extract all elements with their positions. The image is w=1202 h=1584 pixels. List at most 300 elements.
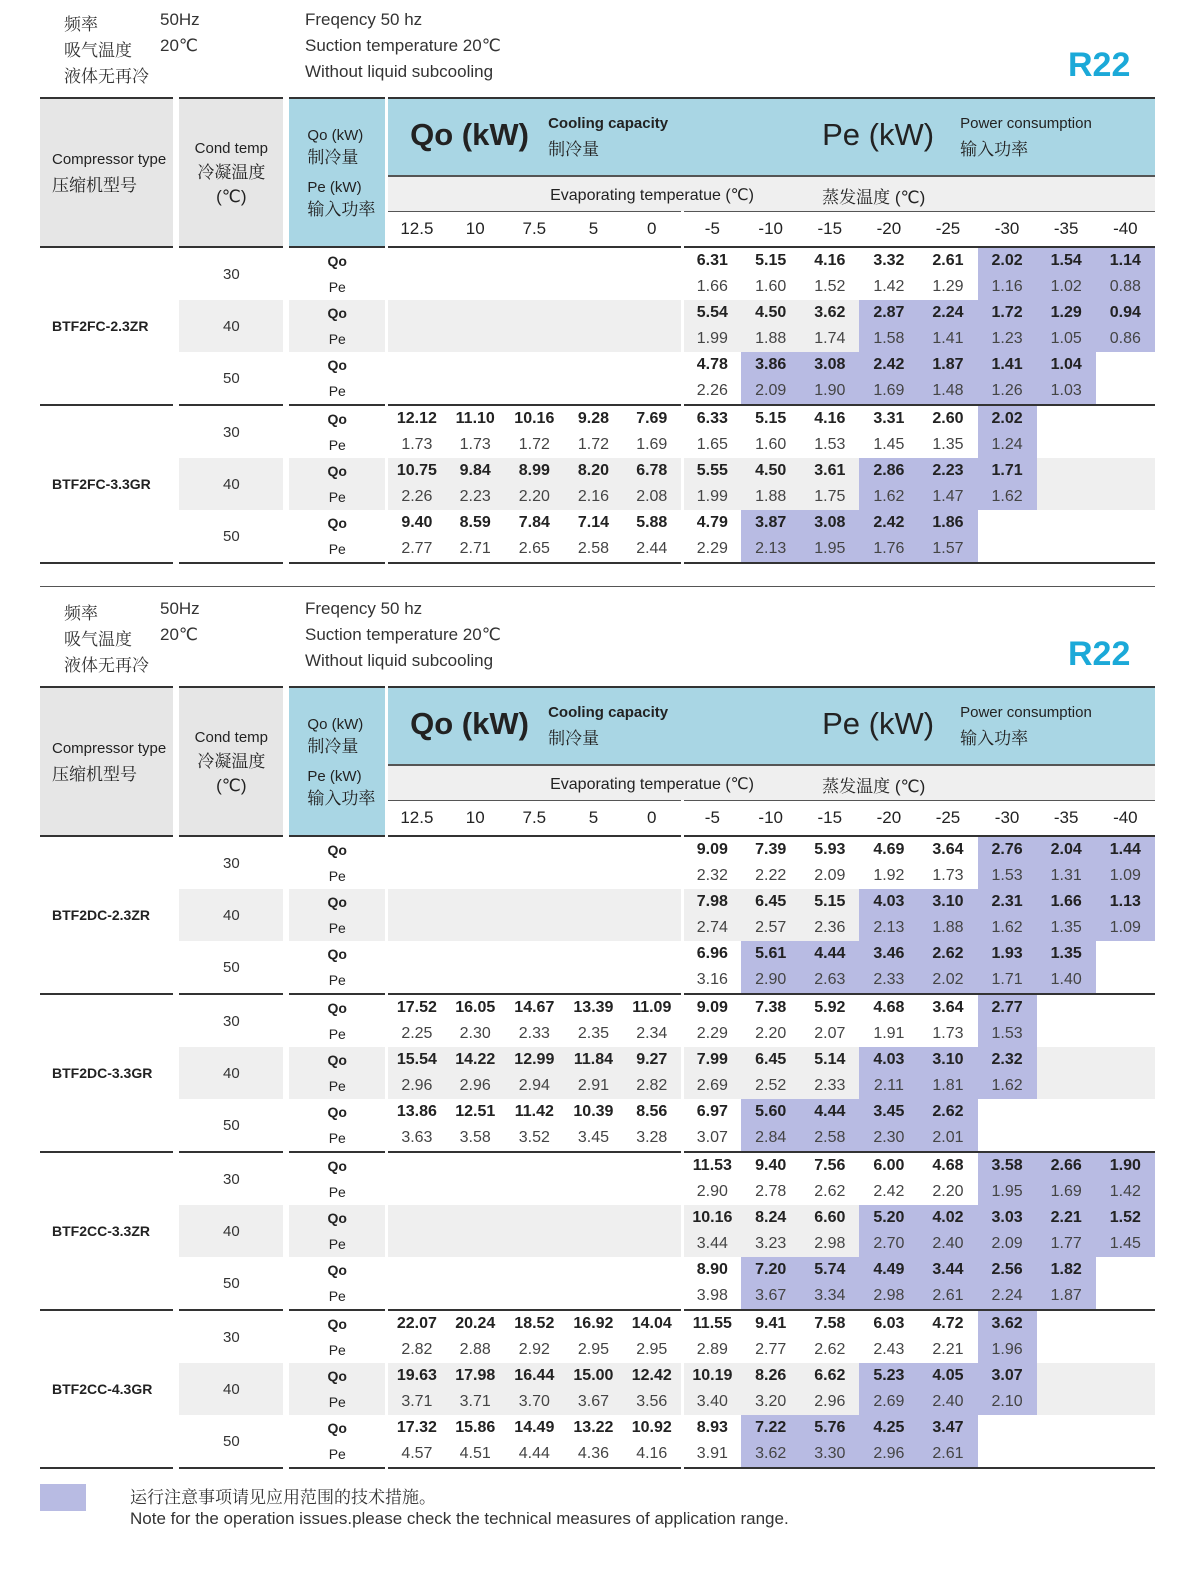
qo-value: 3.03: [978, 1205, 1037, 1231]
pe-value: 3.34: [800, 1283, 859, 1310]
pe-value: 2.62: [814, 1341, 846, 1358]
pe-value: 2.90: [741, 967, 800, 994]
pe-value: 2.77: [755, 1341, 787, 1358]
pe-value: [1096, 1283, 1155, 1310]
cond-temp-unit: (℃): [216, 186, 247, 206]
qo-value: 4.50: [741, 458, 800, 484]
qo-value: 11.84: [564, 1047, 623, 1073]
pe-value: 1.76: [859, 536, 918, 563]
pe-value: 2.96: [800, 1389, 859, 1415]
qo-value: [387, 1152, 446, 1179]
qo-value: 12.42: [623, 1363, 682, 1389]
pe-value: [387, 1179, 446, 1205]
pe-value: 1.73: [932, 1025, 964, 1042]
qo-value: 8.93: [682, 1415, 741, 1441]
evaporating-header-content: [388, 766, 1155, 800]
qo-value: 2.23: [918, 458, 977, 484]
qo-value: 17.32: [387, 1415, 446, 1441]
qo-value: 4.49: [859, 1257, 918, 1283]
pe-value: [1096, 1021, 1155, 1047]
evap-temp-col-5: -5: [682, 212, 741, 248]
qo-value: [505, 352, 564, 378]
suction-zh: 吸气温度: [64, 41, 132, 60]
qo-row-label: Qo: [286, 941, 386, 967]
qo-value: 7.98: [682, 889, 741, 915]
pe-value: 2.62: [814, 1183, 846, 1200]
cond-temp-value: 30: [176, 247, 286, 300]
qo-value: 1.82: [1037, 1257, 1096, 1283]
pe-value: 1.60: [755, 278, 787, 295]
qo-value: 1.72: [978, 300, 1037, 326]
qo-value: 1.04: [1037, 352, 1096, 378]
qo-value: [446, 300, 505, 326]
pe-value: 1.95: [978, 1179, 1037, 1205]
qo-value: 8.24: [741, 1205, 800, 1231]
qo-value: 10.92: [631, 1419, 672, 1436]
pe-value: 2.96: [446, 1073, 505, 1099]
pe-value: 1.73: [387, 432, 446, 458]
qo-value: 2.76: [978, 836, 1037, 863]
cond-temp-value: 50: [176, 1415, 286, 1468]
pe-value: 1.88: [741, 484, 800, 510]
table-row: [40, 1310, 1155, 1337]
table-bottom-rule: [40, 563, 1155, 564]
qo-value: 13.39: [564, 994, 623, 1021]
qo-value: [978, 1099, 1037, 1125]
pe-value: [1096, 1073, 1155, 1099]
qo-value: 3.58: [978, 1152, 1037, 1179]
compressor-model: BTF2CC-3.3ZR: [40, 1152, 176, 1310]
pe-value: 1.81: [918, 1073, 977, 1099]
qo-value: [1037, 994, 1096, 1021]
pe-value: [564, 326, 623, 352]
qo-value: [1037, 405, 1096, 432]
qo-value: [1096, 1415, 1155, 1441]
qo-value: 5.15: [741, 247, 800, 274]
cond-temp-value: 30: [176, 994, 286, 1047]
pe-value: 2.33: [800, 1073, 859, 1099]
qo-value: 17.52: [387, 994, 446, 1021]
qo-value: 10.75: [387, 458, 446, 484]
qo-value: 1.44: [1096, 836, 1155, 863]
pe-value: 2.34: [636, 1025, 668, 1042]
qo-value: 4.03: [859, 1047, 918, 1073]
pe-value: 4.16: [636, 1445, 668, 1462]
pe-value: 1.77: [1037, 1231, 1096, 1257]
pe-value: [446, 967, 505, 994]
pe-value: [1096, 536, 1155, 563]
pe-value: 1.96: [978, 1337, 1037, 1363]
qo-value: 9.09: [682, 994, 741, 1021]
qo-value: 2.62: [918, 1099, 977, 1125]
cond-temp-value: 40: [176, 1363, 286, 1415]
qo-value: [446, 352, 505, 378]
suction-en-2: Suction temperature 20℃: [305, 625, 501, 644]
pe-value: 2.29: [682, 1021, 741, 1047]
pe-value: [1096, 432, 1155, 458]
table-row: [40, 510, 1155, 536]
qo-value: 2.56: [978, 1257, 1037, 1283]
pe-value: 1.45: [1096, 1231, 1155, 1257]
pe-value: 3.62: [741, 1441, 800, 1468]
qo-value: [623, 1205, 682, 1231]
section-divider: [40, 586, 1155, 587]
pe-value: 1.09: [1096, 915, 1155, 941]
evap-temp-col-9: -25: [918, 801, 977, 837]
evap-temp-col-12: -40: [1096, 212, 1155, 248]
pe-value: [387, 915, 446, 941]
pe-value: 1.31: [1037, 863, 1096, 889]
pe-value: 1.73: [459, 436, 491, 453]
qo-pe-header: [286, 98, 386, 247]
qo-value: 6.00: [859, 1152, 918, 1179]
pe-value: 1.47: [918, 484, 977, 510]
qo-value: 2.02: [978, 247, 1037, 274]
qo-value: [1096, 1257, 1155, 1283]
pe-value: 1.73: [932, 867, 964, 884]
qo-value: [387, 300, 446, 326]
pe-row-label: Pe: [286, 1021, 386, 1047]
qo-value: 16.44: [505, 1363, 564, 1389]
pe-value: [387, 1283, 446, 1310]
qo-value: 5.55: [682, 458, 741, 484]
qo-value: 1.86: [918, 510, 977, 536]
pe-value: 1.69: [859, 378, 918, 405]
pe-value: 1.99: [682, 484, 741, 510]
qo-row-label: Qo: [286, 1099, 386, 1125]
qo-value: 11.42: [514, 1103, 554, 1120]
cond-temp-en: Cond temp: [194, 728, 269, 746]
pe-value: [1096, 484, 1155, 510]
qo-value: 2.60: [918, 405, 977, 432]
table-bottom-line: [40, 563, 1155, 564]
qo-value: 3.31: [859, 405, 918, 432]
qo-value: [623, 836, 682, 863]
pe-value: 1.09: [1096, 863, 1155, 889]
subcooling-en-2: Without liquid subcooling: [305, 651, 494, 670]
qo-value: 2.31: [978, 889, 1037, 915]
pe-value: 2.95: [636, 1341, 668, 1358]
pe-value: 1.05: [1037, 326, 1096, 352]
pe-value: 0.86: [1096, 326, 1155, 352]
pe-row-label: Pe: [286, 1179, 386, 1205]
pe-value: 2.89: [682, 1337, 741, 1363]
qo-value: [1096, 994, 1155, 1021]
qo-value: 3.62: [800, 300, 859, 326]
evaporating-temp-zh: 蒸发温度 (℃): [822, 777, 926, 796]
pe-value: [623, 326, 682, 352]
qo-value: [623, 941, 682, 967]
qo-value: 6.60: [800, 1205, 859, 1231]
capacity-banner: [387, 98, 1155, 176]
table-row: [40, 247, 1155, 274]
pe-value: 1.53: [814, 436, 846, 453]
qo-value: 15.00: [564, 1363, 623, 1389]
qo-value: 2.77: [978, 994, 1037, 1021]
pe-value: 4.36: [577, 1445, 609, 1462]
compressor-type-zh: 压缩机型号: [52, 175, 137, 195]
qo-value: 5.14: [800, 1047, 859, 1073]
pe-row-label: Pe: [286, 484, 386, 510]
pe-value: [387, 967, 446, 994]
pe-value: 1.62: [978, 484, 1037, 510]
evap-temp-col-0: 12.5: [387, 212, 446, 248]
evap-temp-col-4: 0: [623, 801, 682, 837]
evap-temp-col-10: -30: [978, 212, 1037, 248]
subcooling-en: Without liquid subcooling: [305, 62, 494, 81]
pe-value: 2.58: [800, 1125, 859, 1152]
big-qo-label: Qo (kW): [410, 117, 529, 152]
qo-value: [505, 300, 564, 326]
pe-value: 3.63: [387, 1125, 446, 1152]
cooling-capacity-en: Cooling capacity: [548, 704, 669, 721]
qo-value: [564, 889, 623, 915]
pe-value: 2.78: [755, 1183, 787, 1200]
pe-value: 2.21: [932, 1341, 964, 1358]
table-row: [40, 1415, 1155, 1441]
qo-value: [446, 836, 505, 863]
pe-value: [387, 326, 446, 352]
qo-value: 1.54: [1037, 247, 1096, 274]
qo-value: 14.22: [446, 1047, 505, 1073]
pe-value: [387, 1231, 446, 1257]
evaporating-header-content: [388, 177, 1155, 211]
cond-temp-value: 40: [176, 1047, 286, 1099]
qo-value: 2.87: [859, 300, 918, 326]
performance-table-2: [40, 686, 1155, 1469]
qo-value: 5.23: [859, 1363, 918, 1389]
pe-value: [505, 915, 564, 941]
pe-value: 1.58: [859, 326, 918, 352]
qo-value: [623, 247, 682, 274]
pe-value: 2.13: [741, 536, 800, 563]
pe-value: 3.23: [741, 1231, 800, 1257]
qo-value: 6.45: [741, 1047, 800, 1073]
pe-value: 1.29: [932, 278, 964, 295]
pe-value: 2.91: [564, 1073, 623, 1099]
qo-value: 7.99: [682, 1047, 741, 1073]
qo-value: 5.60: [741, 1099, 800, 1125]
qo-value: 5.74: [800, 1257, 859, 1283]
qo-value: 9.27: [623, 1047, 682, 1073]
qo-value: 9.40: [741, 1152, 800, 1179]
cond-temp-value: 40: [176, 889, 286, 941]
pe-value: 2.61: [918, 1441, 977, 1468]
refrigerant-label: R22: [1068, 46, 1131, 84]
qo-value: [1037, 1415, 1096, 1441]
qo-value: [564, 1257, 623, 1283]
compressor-model: BTF2FC-3.3GR: [40, 405, 176, 563]
qo-value: [1096, 1047, 1155, 1073]
pe-value: 3.28: [636, 1129, 668, 1146]
qo-value: 3.08: [800, 510, 859, 536]
capacity-banner-content: [388, 99, 1155, 175]
qo-value: 7.14: [577, 514, 609, 531]
qo-value: 2.32: [978, 1047, 1037, 1073]
capacity-banner: [387, 687, 1155, 765]
qo-value: 3.64: [918, 994, 977, 1021]
pe-value: 2.90: [682, 1179, 741, 1205]
subcooling-zh: 液体无再冷: [64, 67, 149, 86]
qo-row-label: Qo: [286, 1310, 386, 1337]
qo-value: 4.68: [859, 994, 918, 1021]
qo-value: [978, 1415, 1037, 1441]
pe-value: 1.16: [978, 274, 1037, 300]
legend-text-zh: 运行注意事项请见应用范围的技术措施。: [130, 1488, 436, 1507]
qo-value: 4.68: [918, 1152, 977, 1179]
qo-value: [1096, 405, 1155, 432]
pe-value: 2.33: [518, 1025, 550, 1042]
pe-row-label: Pe: [286, 1125, 386, 1152]
pe-value: [1096, 1125, 1155, 1152]
qo-value: [446, 1152, 505, 1179]
pe-row-label: Pe: [286, 863, 386, 889]
qo-value: [623, 889, 682, 915]
pe-value: 2.33: [859, 967, 918, 994]
qo-row-label: Qo: [286, 836, 386, 863]
qo-value: [387, 941, 446, 967]
pe-value: 2.29: [682, 536, 741, 563]
qo-row-label: Qo: [286, 247, 386, 274]
pe-value: 2.58: [577, 540, 609, 557]
pe-row-label: Pe: [286, 915, 386, 941]
qo-value: 8.26: [741, 1363, 800, 1389]
pe-value: 1.02: [1037, 274, 1096, 300]
qo-value: 3.10: [918, 1047, 977, 1073]
pe-value: 1.87: [1037, 1283, 1096, 1310]
pe-value: 1.62: [978, 915, 1037, 941]
qo-value: [505, 1205, 564, 1231]
pe-value: [564, 378, 623, 405]
pe-value: [1096, 378, 1155, 405]
qo-value: 2.04: [1037, 836, 1096, 863]
pe-kw-label: Pe (kW): [307, 767, 362, 785]
pe-value: 4.44: [518, 1445, 550, 1462]
pe-value: 2.22: [755, 867, 787, 884]
pe-value: 3.67: [741, 1283, 800, 1310]
qo-row-label: Qo: [286, 889, 386, 915]
pe-value: [1037, 1441, 1096, 1468]
evap-temp-col-7: -15: [800, 801, 859, 837]
pe-value: 2.43: [873, 1341, 905, 1358]
qo-row-label: Qo: [286, 1047, 386, 1073]
evap-temp-col-5: -5: [682, 801, 741, 837]
pe-value: [505, 274, 564, 300]
table-row: [40, 836, 1155, 863]
pe-value: [1096, 1441, 1155, 1468]
qo-value: 12.12: [387, 405, 446, 432]
qo-value: [505, 941, 564, 967]
pe-value: 2.57: [741, 915, 800, 941]
qo-value: 1.35: [1037, 941, 1096, 967]
pe-value: [1037, 1125, 1096, 1152]
pe-value: [505, 1231, 564, 1257]
qo-value: 2.42: [859, 510, 918, 536]
qo-value: 0.94: [1096, 300, 1155, 326]
qo-value: [387, 836, 446, 863]
qo-value: 20.24: [446, 1310, 505, 1337]
pe-row-label: Pe: [286, 1283, 386, 1310]
cond-temp-value: 40: [176, 1205, 286, 1257]
pe-value: 1.23: [978, 326, 1037, 352]
pe-row-label: Pe: [286, 1441, 386, 1468]
pe-value: 2.24: [978, 1283, 1037, 1310]
pe-value: 3.30: [800, 1441, 859, 1468]
qo-value: 7.20: [741, 1257, 800, 1283]
table-row: [40, 1152, 1155, 1179]
compressor-model: BTF2DC-3.3GR: [40, 994, 176, 1152]
qo-value: [564, 1205, 623, 1231]
cond-temp-value: 40: [176, 300, 286, 352]
pe-value: 2.74: [682, 915, 741, 941]
header-row-banner: [40, 98, 1155, 176]
qo-value: 2.61: [918, 247, 977, 274]
pe-value: [623, 1283, 682, 1310]
qo-row-label: Qo: [286, 405, 386, 432]
qo-row-label: Qo: [286, 1205, 386, 1231]
evap-temp-col-1: 10: [446, 801, 505, 837]
qo-row-label: Qo: [286, 300, 386, 326]
capacity-banner-content: [388, 688, 1155, 764]
pe-value: 1.69: [1037, 1179, 1096, 1205]
pe-value: 1.42: [873, 278, 905, 295]
evap-temp-col-11: -35: [1037, 801, 1096, 837]
pe-value: 2.36: [800, 915, 859, 941]
qo-value: 14.67: [505, 994, 564, 1021]
qo-value: 2.86: [859, 458, 918, 484]
pe-value: [564, 274, 623, 300]
table-row: [40, 1047, 1155, 1073]
cond-temp-value: 50: [176, 941, 286, 994]
pe-value: 1.72: [518, 436, 550, 453]
pe-value: [623, 863, 682, 889]
qo-value: 4.44: [800, 941, 859, 967]
qo-pe-header: [286, 687, 386, 836]
pe-value: 1.71: [978, 967, 1037, 994]
qo-row-label: Qo: [286, 994, 386, 1021]
suction-value: 20℃: [160, 36, 199, 55]
cond-temp-value: 50: [176, 352, 286, 405]
qo-value: [1096, 352, 1155, 378]
compressor-type-header: [40, 98, 176, 247]
qo-value: 5.54: [682, 300, 741, 326]
qo-value: 8.20: [564, 458, 623, 484]
evaporating-header: [387, 176, 1155, 212]
pe-value: 2.08: [623, 484, 682, 510]
qo-value: [1037, 1310, 1096, 1337]
pe-value: 1.92: [873, 867, 905, 884]
cooling-capacity-zh: 制冷量: [548, 729, 600, 748]
pe-row-label: Pe: [286, 378, 386, 405]
qo-value: 15.54: [387, 1047, 446, 1073]
pe-value: [446, 378, 505, 405]
pe-value: [387, 274, 446, 300]
pe-value: 2.71: [459, 540, 491, 557]
pe-value: [564, 1283, 623, 1310]
pe-value: 2.32: [682, 863, 741, 889]
qo-value: [623, 352, 682, 378]
pe-value: 4.51: [459, 1445, 491, 1462]
qo-value: [1096, 510, 1155, 536]
qo-value: 10.16: [682, 1205, 741, 1231]
table-bottom-rule: [40, 1468, 1155, 1469]
qo-row-label: Qo: [286, 458, 386, 484]
qo-value: [505, 1257, 564, 1283]
qo-value: 6.03: [859, 1310, 918, 1337]
table-row: [40, 352, 1155, 378]
qo-value: [1037, 510, 1096, 536]
pe-value: 1.40: [1037, 967, 1096, 994]
